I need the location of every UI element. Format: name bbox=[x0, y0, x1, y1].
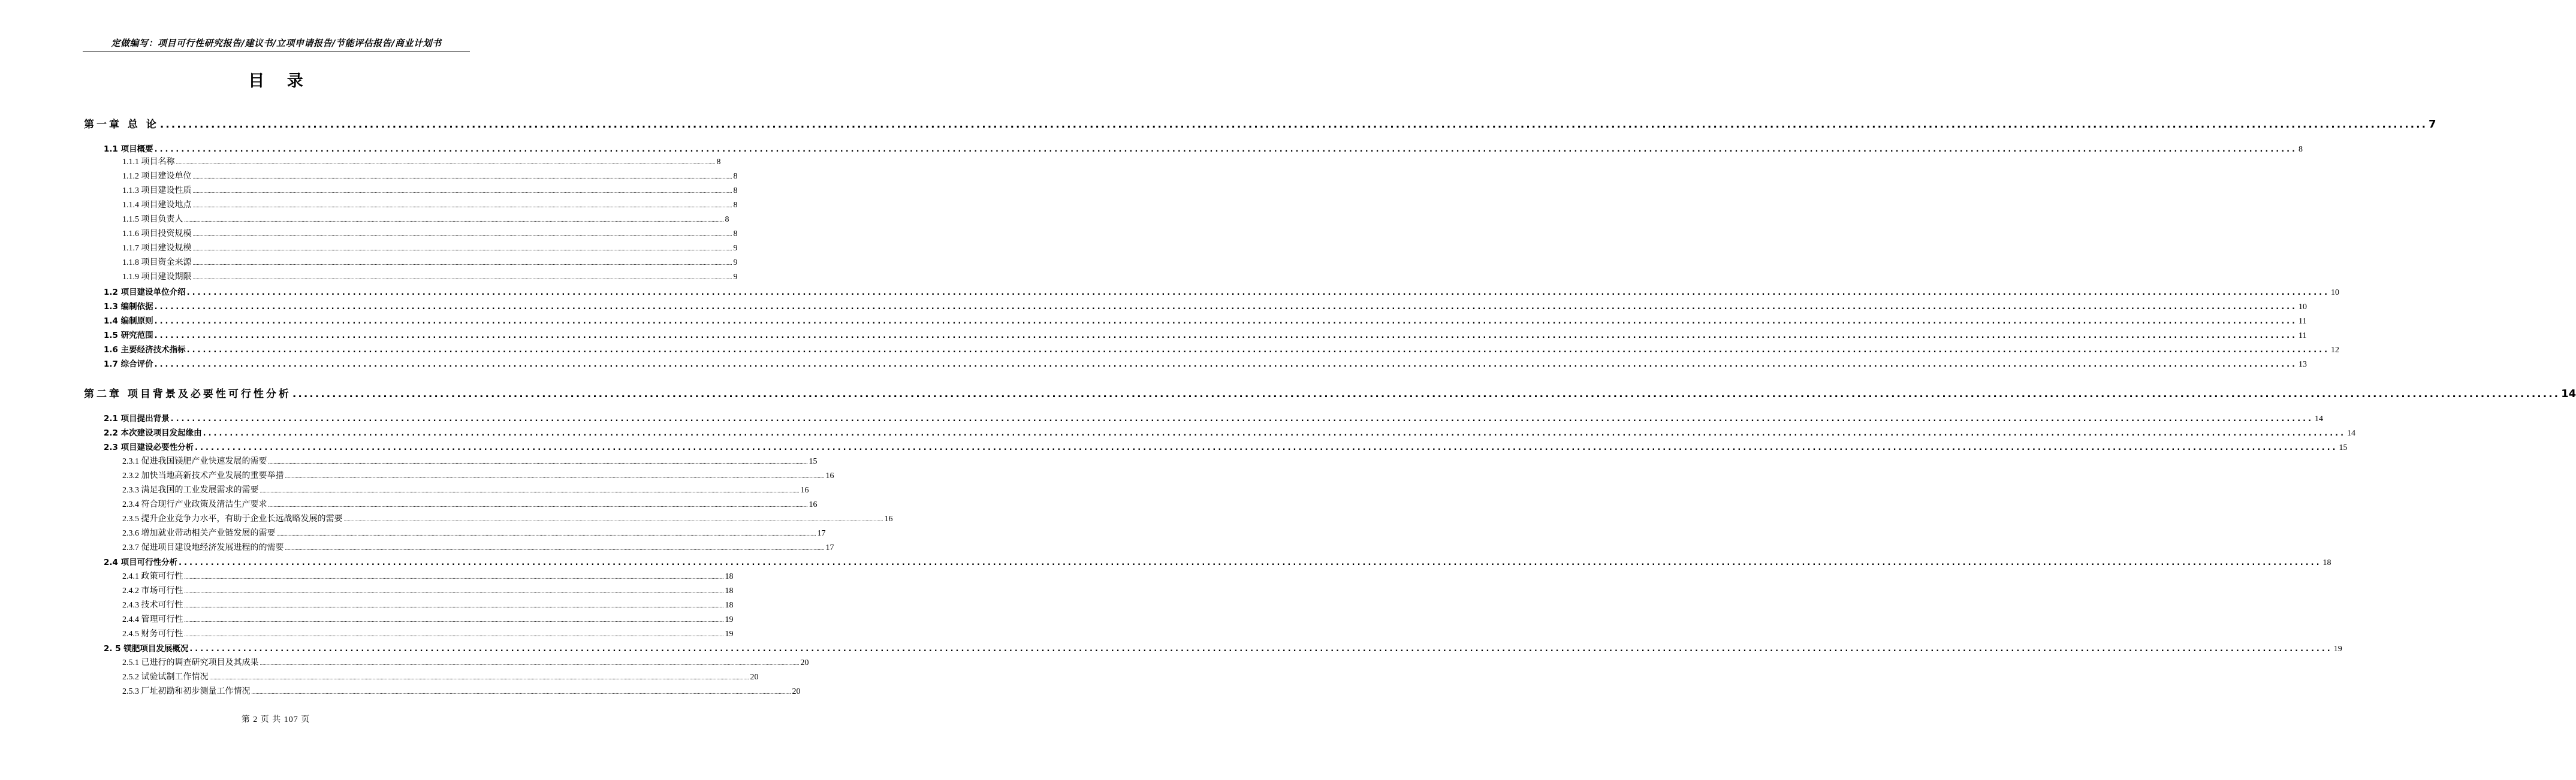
toc-dot-leader: ................................................................................................................................................................................................................................................................................................................................................................................................................ bbox=[192, 246, 732, 252]
toc-dot-leader: ................................................................................................................................................................................................................................................................................................................................................................................................................ bbox=[268, 459, 808, 465]
toc-chapter bbox=[84, 386, 2576, 402]
toc-page-number: 9 bbox=[733, 273, 738, 282]
toc-dot-leader: ................................................................................................................................................................................................................................................................................................................................................................................................................ bbox=[154, 331, 2298, 340]
toc-entry-label: 1.1.3 项目建设性质 bbox=[122, 186, 192, 195]
toc-subsection bbox=[122, 657, 809, 670]
toc-entry-label: 1.3 编制依据 bbox=[104, 302, 153, 312]
toc-page-number: 15 bbox=[809, 457, 818, 466]
toc-dot-leader: ................................................................................................................................................................................................................................................................................................................................................................................................................ bbox=[154, 145, 2298, 154]
toc-entry-label: 第一章 总 论 bbox=[84, 119, 159, 131]
toc-entry-label: 2.3.1 促进我国镁肥产业快速发展的需要 bbox=[122, 457, 267, 466]
toc-section bbox=[104, 143, 2303, 156]
toc-page-number: 20 bbox=[792, 687, 801, 696]
toc-subsection bbox=[122, 156, 721, 169]
toc-chapter bbox=[84, 117, 2436, 132]
toc-entry-label: 2.3.4 符合现行产业政策及清洁生产要求 bbox=[122, 500, 267, 509]
toc-page-number: 8 bbox=[716, 158, 721, 167]
toc-page-number: 18 bbox=[725, 572, 734, 581]
toc-entry-label: 1.2 项目建设单位介绍 bbox=[104, 288, 186, 297]
toc-subsection bbox=[122, 585, 734, 598]
toc-section bbox=[104, 286, 2340, 299]
toc-dot-leader: ................................................................................................................................................................................................................................................................................................................................................................................................................ bbox=[276, 531, 816, 537]
toc-dot-leader: ................................................................................................................................................................................................................................................................................................................................................................................................................ bbox=[192, 274, 732, 280]
toc-subsection bbox=[122, 242, 738, 255]
toc-dot-leader: ................................................................................................................................................................................................................................................................................................................................................................................................................ bbox=[268, 502, 808, 508]
toc-page-number: 16 bbox=[800, 486, 809, 495]
toc-subsection bbox=[122, 628, 734, 641]
toc-entry-label: 2.3.2 加快当地高新技术产业发展的重要举措 bbox=[122, 471, 284, 480]
toc-section bbox=[104, 329, 2307, 342]
page-footer: 第 2 页 共 107 页 bbox=[241, 715, 310, 724]
toc-dot-leader: ................................................................................................................................................................................................................................................................................................................................................................................................................ bbox=[186, 346, 2330, 355]
toc-dot-leader: ................................................................................................................................................................................................................................................................................................................................................................................................................ bbox=[285, 473, 825, 479]
toc-page-number: 8 bbox=[733, 186, 738, 195]
toc-title: 目 录 bbox=[248, 72, 312, 90]
toc-entry-label: 1.1.5 项目负责人 bbox=[122, 215, 183, 224]
toc-entry-label: 2.4.4 管理可行性 bbox=[122, 615, 183, 624]
toc-subsection bbox=[122, 455, 818, 468]
toc-page-number: 13 bbox=[2299, 360, 2307, 369]
toc-section bbox=[104, 642, 2342, 655]
toc-section bbox=[104, 441, 2348, 454]
toc-entry-label: 1.1 项目概要 bbox=[104, 144, 153, 154]
toc-page-number: 8 bbox=[733, 172, 738, 181]
toc-page-number: 16 bbox=[884, 515, 893, 524]
toc-entry-label: 1.1.4 项目建设地点 bbox=[122, 201, 192, 210]
toc-entry-label: 2.3 项目建设必要性分析 bbox=[104, 443, 194, 452]
toc-page-number: 8 bbox=[725, 215, 729, 224]
toc-page-number: 7 bbox=[2429, 118, 2436, 131]
toc-entry-label: 1.1.8 项目资金来源 bbox=[122, 258, 192, 267]
toc-entry-label: 1.1.2 项目建设单位 bbox=[122, 172, 192, 181]
toc-subsection bbox=[122, 470, 834, 483]
toc-entry-label: 1.1.9 项目建设期限 bbox=[122, 273, 192, 282]
toc-dot-leader: ................................................................................................................................................................................................................................................................................................................................................................................................................ bbox=[170, 415, 2314, 424]
toc-dot-leader: ................................................................................................................................................................................................................................................................................................................................................................................................................ bbox=[176, 159, 716, 165]
toc-subsection bbox=[122, 671, 759, 684]
toc-entry-label: 2.4.3 技术可行性 bbox=[122, 601, 183, 610]
toc-dot-leader: ................................................................................................................................................................................................................................................................................................................................................................................................................ bbox=[192, 174, 732, 180]
toc-page-number: 8 bbox=[733, 201, 738, 210]
toc-entry-label: 2.4.1 政策可行性 bbox=[122, 572, 183, 581]
toc-entry-label: 2.3.5 提升企业竞争力水平，有助于企业长远战略发展的需要 bbox=[122, 515, 343, 524]
toc-page-number: 20 bbox=[750, 673, 759, 682]
toc-subsection bbox=[122, 527, 826, 540]
toc-section bbox=[104, 315, 2307, 328]
toc-dot-leader: ................................................................................................................................................................................................................................................................................................................................................................................................................ bbox=[285, 545, 825, 551]
toc-page-number: 12 bbox=[2331, 346, 2340, 355]
toc-entry-label: 2.4.5 财务可行性 bbox=[122, 630, 183, 639]
toc-section bbox=[104, 343, 2340, 356]
toc-page-number: 19 bbox=[725, 630, 734, 639]
toc-page-number: 20 bbox=[800, 658, 809, 667]
toc-page-number: 11 bbox=[2299, 331, 2307, 340]
toc-page-number: 16 bbox=[809, 500, 818, 509]
toc-entry-label: 2.5.3 厂址初勘和初步测量工作情况 bbox=[122, 687, 251, 696]
toc-dot-leader: ................................................................................................................................................................................................................................................................................................................................................................................................................ bbox=[209, 675, 749, 681]
toc-dot-leader: ................................................................................................................................................................................................................................................................................................................................................................................................................ bbox=[343, 516, 883, 522]
toc-page-number: 15 bbox=[2339, 443, 2348, 452]
toc-subsection bbox=[122, 484, 809, 497]
toc-entry-label: 2.5.1 已进行的调查研究项目及其成果 bbox=[122, 658, 259, 667]
toc-page-number: 9 bbox=[733, 258, 738, 267]
toc-entry-label: 2.4.2 市场可行性 bbox=[122, 586, 183, 595]
toc-page-number: 14 bbox=[2347, 429, 2356, 438]
toc-subsection bbox=[122, 185, 738, 198]
toc-section bbox=[104, 300, 2307, 313]
toc-dot-leader: ................................................................................................................................................................................................................................................................................................................................................................................................................ bbox=[189, 645, 2333, 654]
toc-subsection bbox=[122, 570, 734, 584]
toc-section bbox=[104, 358, 2307, 371]
toc-entry-label: 2.3.7 促进项目建设地经济发展进程的的需要 bbox=[122, 543, 284, 552]
toc-entry-label: 1.1.7 项目建设规模 bbox=[122, 244, 192, 253]
document-header: 定做编写：项目可行性研究报告/建议书/立项申请报告/节能评估报告/商业计划书 bbox=[111, 38, 442, 49]
toc-entry-label: 2.2 本次建设项目发起缘由 bbox=[104, 428, 202, 438]
toc-subsection bbox=[122, 513, 893, 526]
toc-entry-label: 1.7 综合评价 bbox=[104, 359, 153, 369]
toc-page-number: 8 bbox=[2299, 145, 2303, 154]
toc-dot-leader: ................................................................................................................................................................................................................................................................................................................................................................................................................ bbox=[192, 231, 732, 237]
toc-page-number: 11 bbox=[2299, 317, 2307, 326]
toc-dot-leader: ................................................................................................................................................................................................................................................................................................................................................................................................................ bbox=[184, 217, 724, 223]
toc-subsection bbox=[122, 271, 738, 284]
toc-page-number: 9 bbox=[733, 244, 738, 253]
toc-page-number: 19 bbox=[2333, 645, 2342, 654]
toc-dot-leader: ................................................................................................................................................................................................................................................................................................................................................................................................................ bbox=[186, 288, 2330, 297]
toc-entry-label: 2.3.3 满足我国的工业发展需求的需要 bbox=[122, 486, 259, 495]
toc-dot-leader: ................................................................................................................................................................................................................................................................................................................................................................................................................ bbox=[179, 558, 2322, 567]
toc-section bbox=[104, 412, 2324, 425]
toc-subsection bbox=[122, 613, 734, 627]
toc-entry-label: 1.5 研究范围 bbox=[104, 331, 153, 340]
toc-subsection bbox=[122, 256, 738, 270]
toc-subsection bbox=[122, 498, 818, 512]
toc-entry-label: 2. 5 镁肥项目发展概况 bbox=[104, 644, 189, 654]
toc-entry-label: 2.4 项目可行性分析 bbox=[104, 558, 178, 567]
toc-page-number: 10 bbox=[2331, 288, 2340, 297]
toc-page-number: 16 bbox=[825, 471, 834, 480]
toc-section bbox=[104, 556, 2331, 569]
toc-page-number: 18 bbox=[725, 586, 734, 595]
toc-dot-leader: ................................................................................................................................................................................................................................................................................................................................................................................................................ bbox=[195, 443, 2338, 452]
toc-page-number: 14 bbox=[2561, 388, 2576, 400]
toc-page-number: 18 bbox=[725, 601, 734, 610]
toc-page-number: 17 bbox=[817, 529, 826, 538]
toc-entry-label: 1.6 主要经济技术指标 bbox=[104, 345, 186, 355]
toc-page-number: 8 bbox=[733, 229, 738, 238]
toc-dot-leader: ................................................................................................................................................................................................................................................................................................................................................................................................................ bbox=[203, 429, 2346, 438]
toc-dot-leader: ................................................................................................................................................................................................................................................................................................................................................................................................................ bbox=[154, 360, 2298, 369]
toc-entry-label: 2.1 项目提出背景 bbox=[104, 414, 170, 424]
toc-entry-label: 1.4 编制原则 bbox=[104, 316, 153, 326]
toc-subsection bbox=[122, 199, 738, 212]
toc-entry-label: 第二章 项目背景及必要性可行性分析 bbox=[84, 388, 291, 400]
toc-subsection bbox=[122, 685, 801, 699]
toc-entry-label: 2.3.6 增加就业带动相关产业链发展的需要 bbox=[122, 529, 276, 538]
toc-dot-leader: ................................................................................................................................................................................................................................................................................................................................................................................................................ bbox=[184, 588, 724, 594]
toc-page-number: 19 bbox=[725, 615, 734, 624]
toc-page-number: 17 bbox=[825, 543, 834, 552]
toc-dot-leader: ................................................................................................................................................................................................................................................................................................................................................................................................................ bbox=[192, 260, 732, 266]
toc-dot-leader: ................................................................................................................................................................................................................................................................................................................................................................................................................ bbox=[192, 188, 732, 194]
toc-subsection bbox=[122, 170, 738, 183]
toc-dot-leader: ................................................................................................................................................................................................................................................................................................................................................................................................................ bbox=[184, 603, 724, 609]
toc-page-number: 18 bbox=[2322, 558, 2331, 567]
toc-entry-label: 1.1.6 项目投资规模 bbox=[122, 229, 192, 238]
toc-dot-leader: ................................................................................................................................................................................................................................................................................................................................................................................................................ bbox=[192, 202, 732, 208]
toc-dot-leader: ................................................................................................................................................................................................................................................................................................................................................................................................................ bbox=[154, 317, 2298, 326]
toc-dot-leader: ................................................................................................................................................................................................................................................................................................................................................................................................................ bbox=[184, 631, 724, 637]
toc-entry-label: 1.1.1 项目名称 bbox=[122, 158, 175, 167]
toc-section bbox=[104, 427, 2356, 440]
toc-dot-leader: ................................................................................................................................................................................................................................................................................................................................................................................................................ bbox=[260, 660, 800, 666]
toc-subsection bbox=[122, 599, 734, 612]
toc-dot-leader: ................................................................................................................................................................................................................................................................................................................................................................................................................ bbox=[251, 689, 791, 695]
toc-entry-label: 2.5.2 试验试制工作情况 bbox=[122, 673, 209, 682]
toc-dot-leader: ................................................................................................................................................................................................................................................................................................................................................................................................................ bbox=[184, 617, 724, 623]
toc-dot-leader: ................................................................................................................................................................................................................................................................................................................................................................................................................ bbox=[184, 574, 724, 580]
toc-dot-leader: ................................................................................................................................................................................................................................................................................................................................................................................................................ bbox=[159, 119, 2428, 131]
toc-dot-leader: ................................................................................................................................................................................................................................................................................................................................................................................................................ bbox=[292, 388, 2560, 400]
toc-dot-leader: ................................................................................................................................................................................................................................................................................................................................................................................................................ bbox=[154, 303, 2298, 312]
toc-page-number: 10 bbox=[2299, 303, 2307, 312]
toc-dot-leader: ................................................................................................................................................................................................................................................................................................................................................................................................................ bbox=[260, 488, 800, 494]
toc-subsection bbox=[122, 213, 729, 226]
toc-subsection bbox=[122, 542, 834, 555]
toc-page-number: 14 bbox=[2315, 415, 2324, 424]
toc-subsection bbox=[122, 228, 738, 241]
